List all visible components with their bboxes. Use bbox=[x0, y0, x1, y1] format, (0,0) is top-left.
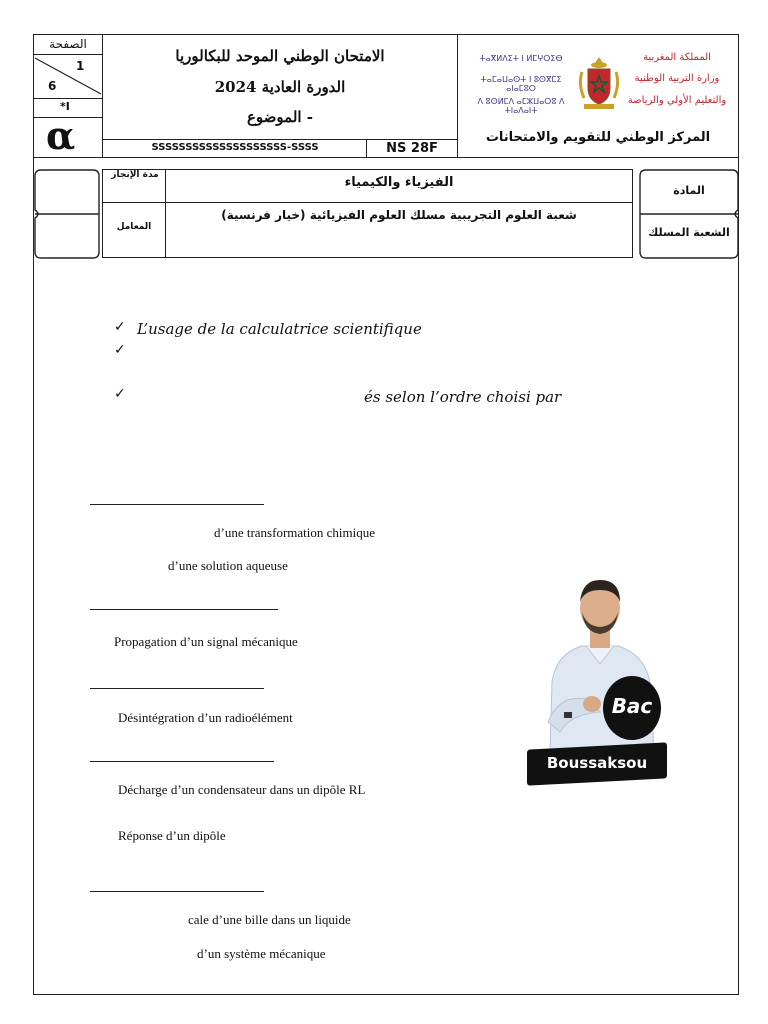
national-center-title: المركز الوطني للتقويم والامتحانات bbox=[485, 130, 711, 145]
section-2-line-1: Propagation d’un signal mécanique bbox=[114, 634, 298, 649]
alpha-symbol: α bbox=[46, 113, 76, 158]
exam-title-line3: - الموضوع bbox=[246, 108, 314, 126]
ministry-tifinagh-1: ⵜⴰⴳⵍⴷⵉⵜ ⵏ ⵍⵎⵖⵔⵉⴱ bbox=[479, 54, 563, 63]
check-icon: ✓ bbox=[114, 342, 126, 358]
section-4-line-2: Réponse d’un dipôle bbox=[118, 828, 226, 843]
section-rule bbox=[90, 504, 264, 505]
instruction-order: és selon l’ordre choisi par bbox=[364, 388, 562, 406]
coefficient-label: المعامل bbox=[116, 222, 152, 232]
section-rule bbox=[90, 761, 274, 762]
left-tab-shapes bbox=[33, 168, 101, 260]
subject-label: المادة bbox=[673, 184, 705, 197]
info-table-row-divider bbox=[102, 202, 633, 203]
ministry-arabic-1: المملكة المغربية bbox=[643, 52, 711, 63]
exam-title-line2: الدورة العادية 2024 bbox=[214, 78, 346, 96]
teacher-name: Boussaksou bbox=[546, 754, 648, 772]
stream-value: شعبة العلوم التجريبية مسلك العلوم الفيزيائية (خيار فرنسية) bbox=[221, 208, 577, 222]
ministry-arabic-3: والتعليم الأولي والرياضة bbox=[627, 95, 727, 106]
check-icon: ✓ bbox=[114, 386, 126, 402]
right-tab-shapes bbox=[638, 168, 741, 260]
code-series: SSSSSSSSSSSSSSSSSSSS-SSSS bbox=[151, 142, 319, 153]
section-5-line-2: d’un système mécanique bbox=[197, 946, 326, 961]
info-table-col-divider bbox=[165, 169, 166, 258]
subject-value: الفيزياء والكيمياء bbox=[344, 175, 454, 190]
section-rule bbox=[90, 688, 264, 689]
exam-code: NS 28F bbox=[386, 141, 438, 156]
page-current: 1 bbox=[76, 59, 85, 73]
section-5-line-1: cale d’une bille dans un liquide bbox=[188, 912, 351, 927]
section-3-line-1: Désintégration d’un radioélément bbox=[118, 710, 293, 725]
section-1-line-1: d’une transformation chimique bbox=[214, 525, 376, 540]
page-fraction-slash bbox=[33, 54, 103, 98]
page-total-divider bbox=[33, 98, 103, 99]
duration-label: مدة الإنجاز bbox=[111, 170, 159, 180]
page-marker: *I bbox=[60, 100, 70, 113]
ministry-tifinagh-2: ⵜⴰⵎⴰⵡⴰⵙⵜ ⵏ ⵓⵙⴳⵎⵉ ⴰⵏⴰⵎⵓⵔ bbox=[480, 75, 562, 93]
page-total: 6 bbox=[48, 79, 57, 93]
instruction-calculator: L’usage de la calculatrice scientifique bbox=[137, 320, 422, 338]
bac-badge-text: Bac bbox=[611, 694, 653, 718]
section-4-line-1: Décharge d’un condensateur dans un dipôle RL bbox=[118, 782, 366, 797]
check-icon: ✓ bbox=[114, 319, 126, 335]
section-rule bbox=[90, 891, 264, 892]
coat-of-arms-icon bbox=[576, 54, 622, 112]
ministry-arabic-2: وزارة التربية الوطنية bbox=[634, 73, 720, 84]
stream-label: الشعبة المسلك bbox=[648, 226, 730, 239]
section-rule bbox=[90, 609, 278, 610]
page-label: الصفحة bbox=[49, 37, 87, 51]
exam-title-line1: الامتحان الوطني الموحد للبكالوريا bbox=[175, 47, 385, 65]
section-1-line-2: d’une solution aqueuse bbox=[168, 558, 288, 573]
ministry-tifinagh-3: ⴷ ⵓⵙⵍⵎⴷ ⴰⵎⵣⵡⴰⵔⵓ ⴷ ⵜⵏⴰⴷⴰⵏⵜ bbox=[477, 97, 565, 115]
